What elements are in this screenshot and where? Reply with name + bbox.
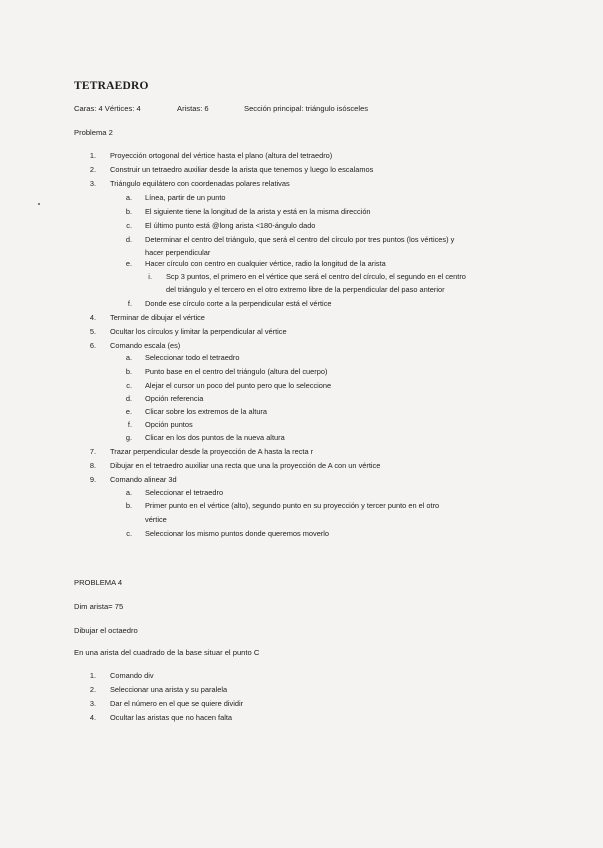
- problema4-line-3: En una arista del cuadrado de la base situar el punto C: [74, 648, 260, 657]
- problema2-item-number: f.: [127, 299, 132, 308]
- problema2-item-text: Proyección ortogonal del vértice hasta el plano (altura del tetraedro): [110, 151, 333, 160]
- problema2-item-text: Triángulo equilátero con coordenadas polares relativas: [110, 179, 290, 188]
- problema4-item-number: 1.: [89, 671, 96, 680]
- problema2-heading: Problema 2: [74, 128, 113, 137]
- meta-seccion: Sección principal: triángulo isósceles: [244, 104, 369, 113]
- problema2-item-text: del triángulo y el tercero en el otro extremo libre de la perpendicular del paso anterior: [166, 285, 445, 294]
- problema2-item-number: c.: [126, 529, 132, 538]
- problema2-item-text: Ocultar los círculos y limitar la perpendicular al vértice: [110, 327, 287, 336]
- problema2-item-text: Donde ese círculo corte a la perpendicular está el vértice: [145, 299, 332, 308]
- problema2-item-text: Opción puntos: [145, 420, 193, 429]
- problema2-item-number: 1.: [89, 151, 96, 160]
- problema2-item-number: g.: [125, 433, 132, 442]
- problema2-item-number: a.: [125, 193, 132, 202]
- problema2-item-number: 2.: [89, 165, 96, 174]
- problema2-item-text: Seleccionar el tetraedro: [145, 488, 224, 497]
- problema2-item-text: Terminar de dibujar el vértice: [110, 313, 205, 322]
- meta-caras-vertices: Caras: 4 Vértices: 4: [74, 104, 141, 113]
- problema4-line-2: Dibujar el octaedro: [74, 626, 138, 635]
- problema2-item-text: Línea, partir de un punto: [145, 193, 226, 202]
- problema2-item-number: b.: [125, 501, 132, 510]
- meta-aristas: Aristas: 6: [177, 104, 209, 113]
- problema4-item-text: Dar el número en el que se quiere dividir: [110, 699, 244, 708]
- problema2-item-number: f.: [127, 420, 132, 429]
- problema4-item-number: 4.: [89, 713, 96, 722]
- problema2-item-text: Seleccionar todo el tetraedro: [145, 353, 240, 362]
- problema2-item-number: 5.: [89, 327, 96, 336]
- problema2-item-text: El siguiente tiene la longitud de la arista y está en la misma dirección: [145, 207, 371, 216]
- problema2-item-text: Clicar sobre los extremos de la altura: [145, 407, 267, 416]
- problema2-item-text: Scp 3 puntos, el primero en el vértice que será el centro del círculo, el segundo en el centro: [166, 272, 466, 281]
- problema2-item-number: a.: [125, 488, 132, 497]
- problema2-item-number: b.: [125, 207, 132, 216]
- problema2-item-text: Dibujar en el tetraedro auxiliar una recta que una la proyección de A con un vértice: [110, 461, 381, 470]
- problema4-line-1: Dim arista= 75: [74, 602, 124, 611]
- problema2-item-text: vértice: [145, 515, 167, 524]
- problema4-item-text: Ocultar las aristas que no hacen falta: [110, 713, 233, 722]
- problema2-item-text: Punto base en el centro del triángulo (altura del cuerpo): [145, 367, 328, 376]
- problema2-item-number: d.: [125, 394, 132, 403]
- problema2-item-text: Determinar el centro del triángulo, que será el centro del círculo por tres puntos (los vértices) y: [145, 235, 455, 244]
- problema4-item-number: 3.: [89, 699, 96, 708]
- problema2-item-text: Opción referencia: [145, 394, 204, 403]
- problema2-item-number: d.: [125, 235, 132, 244]
- problema2-item-number: c.: [126, 381, 132, 390]
- problema2-item-number: 6.: [89, 341, 96, 350]
- problema2-item-number: c.: [126, 221, 132, 230]
- problema2-item-text: Comando escala (es): [110, 341, 181, 350]
- problema4-item-number: 2.: [89, 685, 96, 694]
- problema2-item-text: Construir un tetraedro auxiliar desde la arista que tenemos y luego lo escalamos: [110, 165, 374, 174]
- paper-speck: [38, 203, 40, 205]
- problema2-item-number: a.: [125, 353, 132, 362]
- problema2-item-text: Hacer círculo con centro en cualquier vértice, radio la longitud de la arista: [145, 259, 386, 268]
- problema2-item-number: 8.: [89, 461, 96, 470]
- problema2-item-number: 3.: [89, 179, 96, 188]
- problema4-item-text: Comando div: [110, 671, 154, 680]
- problema2-item-number: 7.: [89, 447, 96, 456]
- problema2-item-text: Primer punto en el vértice (alto), segundo punto en su proyección y tercer punto en el otro: [145, 501, 440, 510]
- problema2-item-text: El último punto está @long arista <180-ángulo dado: [145, 221, 316, 230]
- problema4-heading: PROBLEMA 4: [74, 578, 123, 587]
- problema2-item-number: e.: [125, 407, 132, 416]
- problema2-item-text: Seleccionar los mismo puntos donde queremos moverlo: [145, 529, 330, 538]
- problema4-item-text: Seleccionar una arista y su paralela: [110, 685, 228, 694]
- problema2-item-number: i.: [148, 272, 152, 281]
- document-title: TETRAEDRO: [74, 80, 149, 92]
- problema2-item-number: 9.: [89, 475, 96, 484]
- problema2-item-text: Clicar en los dos puntos de la nueva altura: [145, 433, 285, 442]
- problema2-item-text: Trazar perpendicular desde la proyección de A hasta la recta r: [110, 447, 314, 456]
- problema2-item-text: Comando alinear 3d: [110, 475, 177, 484]
- problema2-item-text: hacer perpendicular: [145, 248, 211, 257]
- problema2-item-text: Alejar el cursor un poco del punto pero que lo seleccione: [145, 381, 332, 390]
- problema2-item-number: 4.: [89, 313, 96, 322]
- problema2-item-number: b.: [125, 367, 132, 376]
- problema2-item-number: e.: [125, 259, 132, 268]
